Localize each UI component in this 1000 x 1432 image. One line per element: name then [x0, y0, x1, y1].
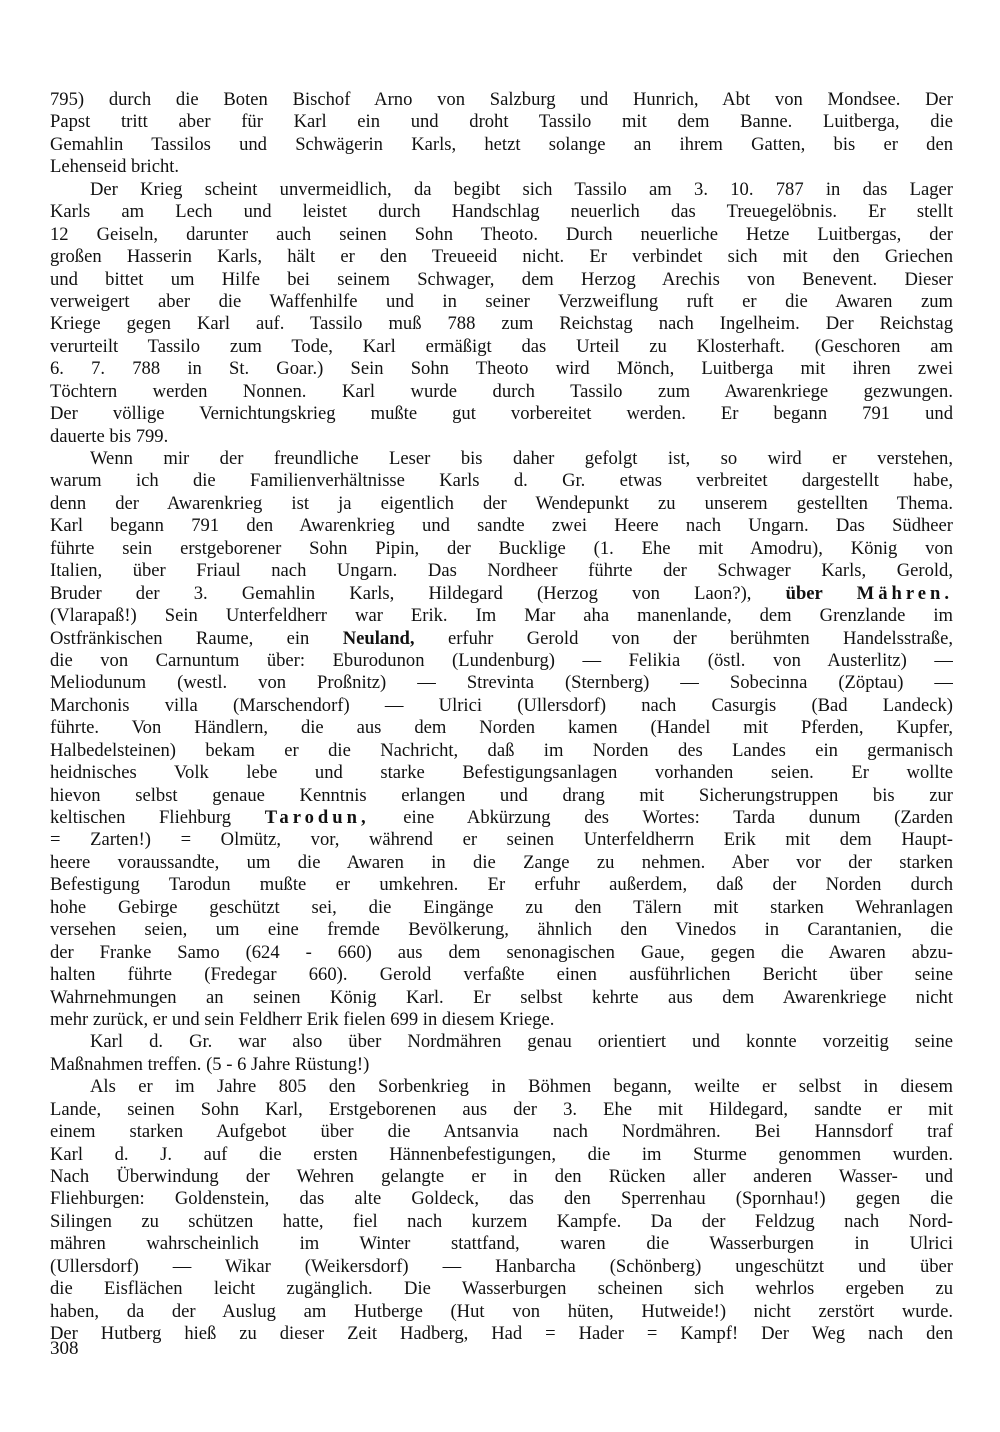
text-line: Der Hutberg hieß zu dieser Zeit Hadberg, Had = Hader = Kampf! Der Weg nach den	[50, 1323, 953, 1345]
text-line: warum ich die Familienverhältnisse Karls d. Gr. etwas verbreitet dargestellt habe,	[50, 470, 953, 492]
text-line: Silingen zu schützen hatte, fiel nach kurzem Kampfe. Da der Feldzug nach Nord-	[50, 1210, 953, 1232]
text-segment: keltischen Fliehburg	[50, 807, 265, 828]
emphasized-text: Mähren.	[856, 582, 953, 604]
text-line: Karl d. J. auf die ersten Hännenbefestigungen, die im Sturme genommen wurden.	[50, 1143, 953, 1165]
paragraph	[50, 448, 953, 1031]
text-line: Marchonis villa (Marschendorf) — Ulrici (Ullersdorf) nach Casurgis (Bad Landeck)	[50, 694, 953, 716]
page-number: 308	[50, 1338, 79, 1359]
text-line: Befestigung Tarodun mußte er umkehren. Er erfuhr außerdem, daß der Norden durch	[50, 874, 953, 896]
text-line: verweigert aber die Waffenhilfe und in seiner Verzweiflung ruft er die Awaren zum	[50, 290, 953, 312]
text-line: Kriege gegen Karl auf. Tassilo muß 788 zum Reichstag nach Ingelheim. Der Reichstag	[50, 313, 953, 335]
emphasized-text: Tarodun,	[264, 807, 370, 828]
text-line: halten führte (Fredegar 660). Gerold verfaßte einen ausführlichen Bericht über seine	[50, 964, 953, 986]
text-line: mehr zurück, er und sein Feldherr Erik fielen 699 in diesem Kriege.	[50, 1008, 555, 1030]
text-line: Maßnahmen treffen. (5 - 6 Jahre Rüstung!)	[50, 1053, 370, 1075]
text-line: 6. 7. 788 in St. Goar.) Sein Sohn Theoto wird Mönch, Luitberga mit ihren zwei	[50, 358, 953, 380]
text-line: = Zarten!) = Olmütz, vor, während er seinen Unterfeldherrn Erik mit dem Haupt-	[50, 829, 953, 851]
text-line: Papst tritt aber für Karl ein und droht Tassilo mit dem Banne. Luitberga, die	[50, 111, 953, 133]
paragraph	[50, 1076, 953, 1345]
body-text	[50, 89, 953, 1346]
text-line: Wahrnehmungen an seinen König Karl. Er selbst kehrte aus dem Awarenkriege nicht	[50, 986, 953, 1008]
paragraph	[50, 179, 953, 448]
emphasized-text: Neuland,	[342, 627, 415, 649]
text-line: Meliodunum (westl. von Proßnitz) — Strevinta (Sternberg) — Sobecinna (Zöptau) —	[50, 672, 953, 694]
text-line: denn der Awarenkrieg ist ja eigentlich der Wendepunkt zu unserem gestellten Thema.	[50, 492, 953, 514]
text-line: heidnisches Volk lebe und starke Befestigungsanlagen vorhanden seien. Er wollte	[50, 762, 953, 784]
text-line: und bittet um Hilfe bei seinem Schwager, dem Herzog Arechis von Benevent. Dieser	[50, 268, 953, 290]
text-line: Karl d. Gr. war also über Nordmähren genau orientiert und konnte vorzeitig seine	[90, 1031, 953, 1053]
text-line: haben, da der Auslug am Hutberge (Hut von hüten, Hutweide!) nicht zerstört wurde.	[50, 1300, 953, 1322]
text-line: 795) durch die Boten Bischof Arno von Salzburg und Hunrich, Abt von Mondsee. Der	[50, 89, 953, 110]
emphasized-text: über	[785, 582, 857, 604]
text-line: Der völlige Vernichtungskrieg mußte gut vorbereitet werden. Er begann 791 und	[50, 403, 953, 425]
text-segment: erfuhr Gerold von der berühmten Handelsstraße,	[414, 627, 953, 649]
text-segment: eine Abkürzung des Wortes: Tarda dunum (Zarden	[369, 807, 953, 828]
text-line: der Franke Samo (624 - 660) aus dem senonagischen Gaue, gegen die Awaren abzu-	[50, 941, 953, 963]
text-line: Gemahlin Tassilos und Schwägerin Karls, hetzt solange an ihrem Gatten, bis er den	[50, 133, 953, 155]
text-line: die Eisflächen leicht zugänglich. Die Wasserburgen scheinen sich wehrlos ergeben zu	[50, 1278, 953, 1300]
text-line: Lande, seinen Sohn Karl, Erstgeborenen aus der 3. Ehe mit Hildegard, sandte er mit	[50, 1098, 953, 1120]
text-segment: Bruder der 3. Gemahlin Karls, Hildegard (Herzog von Laon?),	[50, 582, 786, 604]
text-line: hohe Gebirge geschützt sei, die Eingänge zu den Tälern mit starken Wehranlagen	[50, 896, 953, 918]
text-line: Nach Überwindung der Wehren gelangte er in den Rücken aller anderen Wasser- und	[50, 1166, 953, 1187]
text-line: Karls am Lech und leistet durch Handschlag neuerlich das Treuegelöbnis. Er stellt	[50, 201, 953, 223]
text-line: einem starken Aufgebot über die Antsanvia nach Nordmähren. Bei Hannsdorf traf	[50, 1121, 953, 1143]
text-line: dauerte bis 799.	[50, 425, 169, 447]
text-line: großen Hasserin Karls, hält er den Treueeid nicht. Er verbindet sich mit den Griechen	[50, 246, 953, 268]
paragraph	[50, 1031, 953, 1076]
text-line: Töchtern werden Nonnen. Karl wurde durch Tassilo zum Awarenkriege gezwungen.	[50, 380, 953, 402]
text-line: Halbedelsteinen) bekam er die Nachricht, daß im Norden des Landes ein germanisch	[50, 739, 953, 761]
text-line: Italien, über Friaul nach Ungarn. Das Nordheer führte der Schwager Karls, Gerold,	[50, 560, 953, 582]
text-line: versehen seien, um eine fremde Bevölkerung, ähnlich den Vinedos in Carantanien, die	[50, 919, 953, 941]
text-line: mähren wahrscheinlich im Winter stattfand, waren die Wasserburgen in Ulrici	[50, 1233, 953, 1255]
text-line	[50, 583, 953, 605]
text-line: Wenn mir der freundliche Leser bis daher gefolgt ist, so wird er verstehen,	[90, 448, 953, 469]
paragraph	[50, 89, 953, 179]
text-line: Karl begann 791 den Awarenkrieg und sandte zwei Heere nach Ungarn. Das Südheer	[50, 515, 953, 537]
text-line: führte. Von Händlern, die aus dem Norden kamen (Handel mit Pferden, Kupfer,	[50, 717, 953, 739]
text-line: Fliehburgen: Goldenstein, das alte Goldeck, das den Sperrenhau (Spornhau!) gegen die	[50, 1188, 953, 1210]
text-line: Als er im Jahre 805 den Sorbenkrieg in Böhmen begann, weilte er selbst in diesem	[90, 1076, 953, 1098]
text-line: hievon selbst genaue Kenntnis erlangen und drang mit Sicherungstruppen bis zur	[50, 784, 953, 806]
text-line: Der Krieg scheint unvermeidlich, da begibt sich Tassilo am 3. 10. 787 in das Lager	[90, 178, 953, 200]
text-line	[50, 628, 953, 650]
text-line: (Ullersdorf) — Wikar (Weikersdorf) — Hanbarcha (Schönberg) ungeschützt und über	[50, 1255, 953, 1277]
text-line: heere voraussandte, um die Awaren in die Zange zu nehmen. Aber vor der starken	[50, 851, 953, 873]
text-line: die von Carnuntum über: Eburodunon (Lundenburg) — Felikia (östl. von Austerlitz) —	[50, 649, 953, 671]
text-line: verurteilt Tassilo zum Tode, Karl ermäßigt das Urteil zu Klosterhaft. (Geschoren am	[50, 335, 953, 357]
text-line: 12 Geiseln, darunter auch seinen Sohn Theoto. Durch neuerliche Hetze Luitbergas, der	[50, 223, 953, 245]
text-line: (Vlarapaß!) Sein Unterfeldherr war Erik. Im Mar aha manenlande, dem Grenzlande im	[50, 605, 953, 627]
text-line: Lehenseid bricht.	[50, 156, 180, 178]
text-line: führte sein erstgeborener Sohn Pipin, der Bucklige (1. Ehe mit Amodru), König von	[50, 537, 953, 559]
text-segment: Ostfränkischen Raume, ein	[50, 627, 343, 649]
text-line	[50, 807, 953, 829]
